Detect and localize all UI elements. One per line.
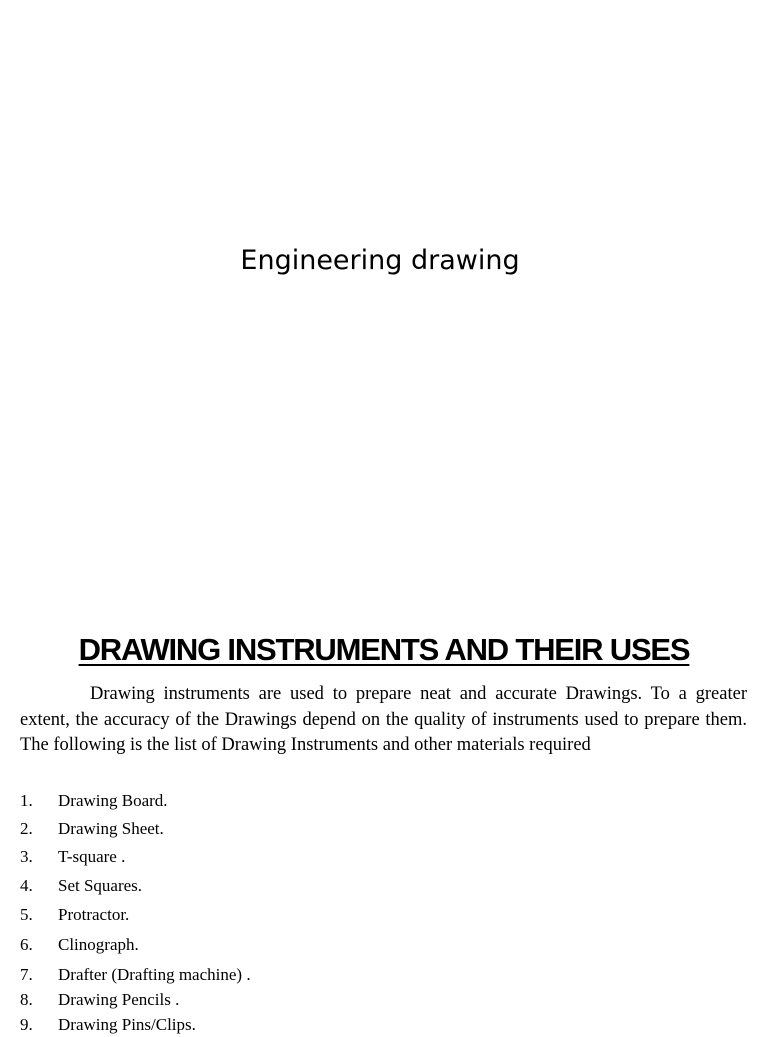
list-item-number: 9. — [20, 1015, 33, 1034]
list-item-number: 1. — [20, 791, 33, 810]
section-heading: DRAWING INSTRUMENTS AND THEIR USES — [78, 632, 690, 667]
list-item — [20, 789, 168, 813]
list-item — [20, 817, 164, 841]
intro-paragraph: Drawing instruments are used to prepare neat and accurate Drawings. To a greater extent, the accuracy of the Drawings depend on the quality of instruments used to prepare them. The following is the list of Drawing Instruments and other materials required — [20, 684, 747, 755]
list-item-number: 2. — [20, 819, 33, 838]
list-item-text: Protractor. — [58, 905, 130, 924]
list-item-text: Drawing Pencils . — [58, 990, 180, 1009]
content-slide — [0, 596, 768, 1034]
list-item-number: 4. — [20, 876, 33, 895]
list-item — [20, 874, 142, 898]
list-item-text: Set Squares. — [58, 876, 143, 895]
list-item-text: Drawing Sheet. — [58, 819, 164, 838]
list-item-number: 3. — [20, 847, 33, 866]
list-item-text: Clinograph. — [58, 935, 139, 954]
list-item-text: Drafter (Drafting machine) . — [58, 965, 251, 984]
list-item-number: 5. — [20, 905, 33, 924]
list-item — [20, 988, 179, 1012]
slide-title: Engineering drawing — [240, 245, 520, 276]
list-item-number: 6. — [20, 935, 33, 954]
list-item — [20, 963, 251, 987]
list-item — [20, 933, 139, 957]
list-item — [20, 903, 129, 927]
list-item-text: T-square . — [58, 847, 126, 866]
list-item — [20, 845, 125, 869]
list-item — [20, 1013, 196, 1037]
list-item-text: Drawing Pins/Clips. — [58, 1015, 196, 1034]
list-item-number: 8. — [20, 990, 33, 1009]
list-item-text: Drawing Board. — [58, 791, 168, 810]
list-item-number: 7. — [20, 965, 33, 984]
